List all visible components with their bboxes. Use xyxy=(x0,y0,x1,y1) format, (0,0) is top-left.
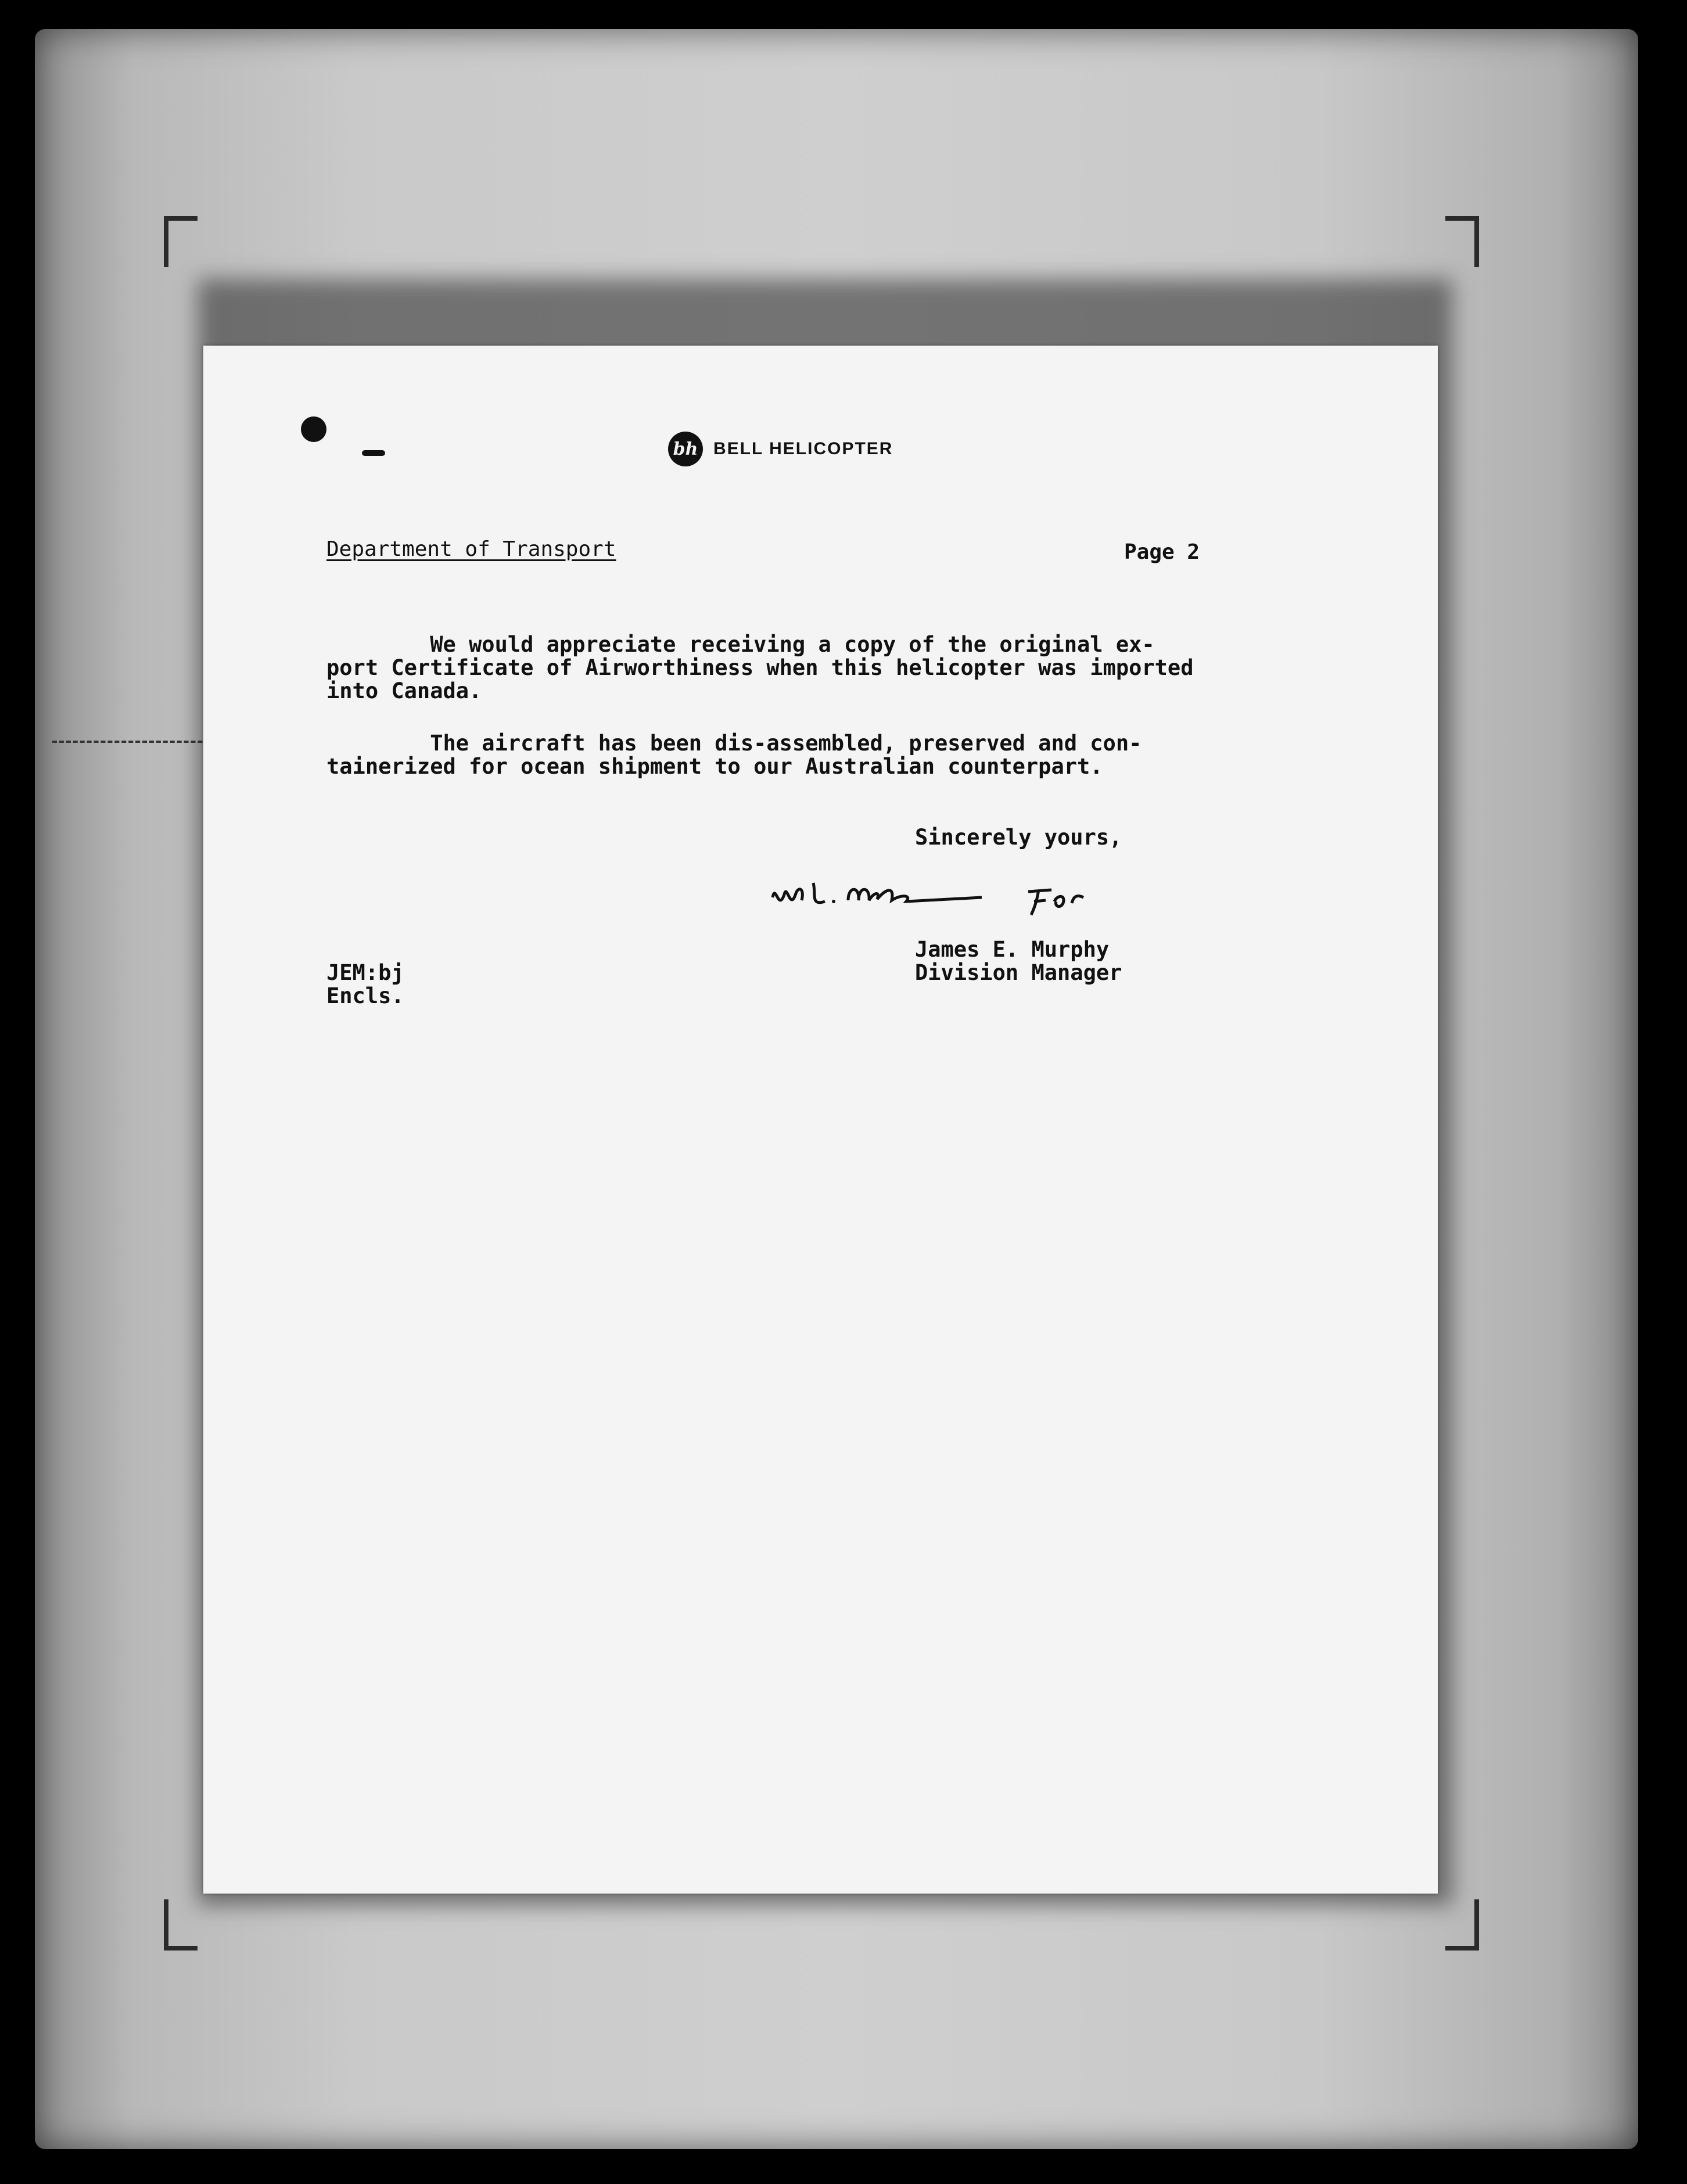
signer-name: James E. Murphy xyxy=(915,937,1110,962)
handwritten-signature xyxy=(761,865,1110,924)
crop-mark-bottom-left xyxy=(164,1899,198,1950)
signer-block xyxy=(915,938,1122,985)
body-paragraph-1: We would appreciate receiving a copy of the original ex- port Certificate of Airworthiness when this helicopter was imported into Canada. xyxy=(326,632,1194,703)
closing-salutation: Sincerely yours, xyxy=(915,825,1122,850)
letterhead xyxy=(668,432,893,466)
reference-initials: JEM:bj xyxy=(326,960,404,985)
body-paragraph-2: The aircraft has been dis-assembled, preserved and con- tainerized for ocean shipment to our Australian counterpart. xyxy=(326,731,1142,779)
crop-mark-top-right xyxy=(1445,216,1479,267)
letter-page xyxy=(203,346,1438,1894)
ink-spot xyxy=(301,416,326,442)
company-name: BELL HELICOPTER xyxy=(713,439,893,458)
ink-mark xyxy=(362,450,385,456)
company-logo-icon: bh xyxy=(668,432,703,466)
reference-block xyxy=(326,961,404,1008)
page-number: Page 2 xyxy=(1124,540,1200,564)
crop-mark-bottom-right xyxy=(1445,1899,1479,1950)
signer-title: Division Manager xyxy=(915,960,1122,985)
enclosures-note: Encls. xyxy=(326,983,404,1008)
crop-mark-top-left xyxy=(164,216,198,267)
recipient-heading: Department of Transport xyxy=(326,537,616,561)
